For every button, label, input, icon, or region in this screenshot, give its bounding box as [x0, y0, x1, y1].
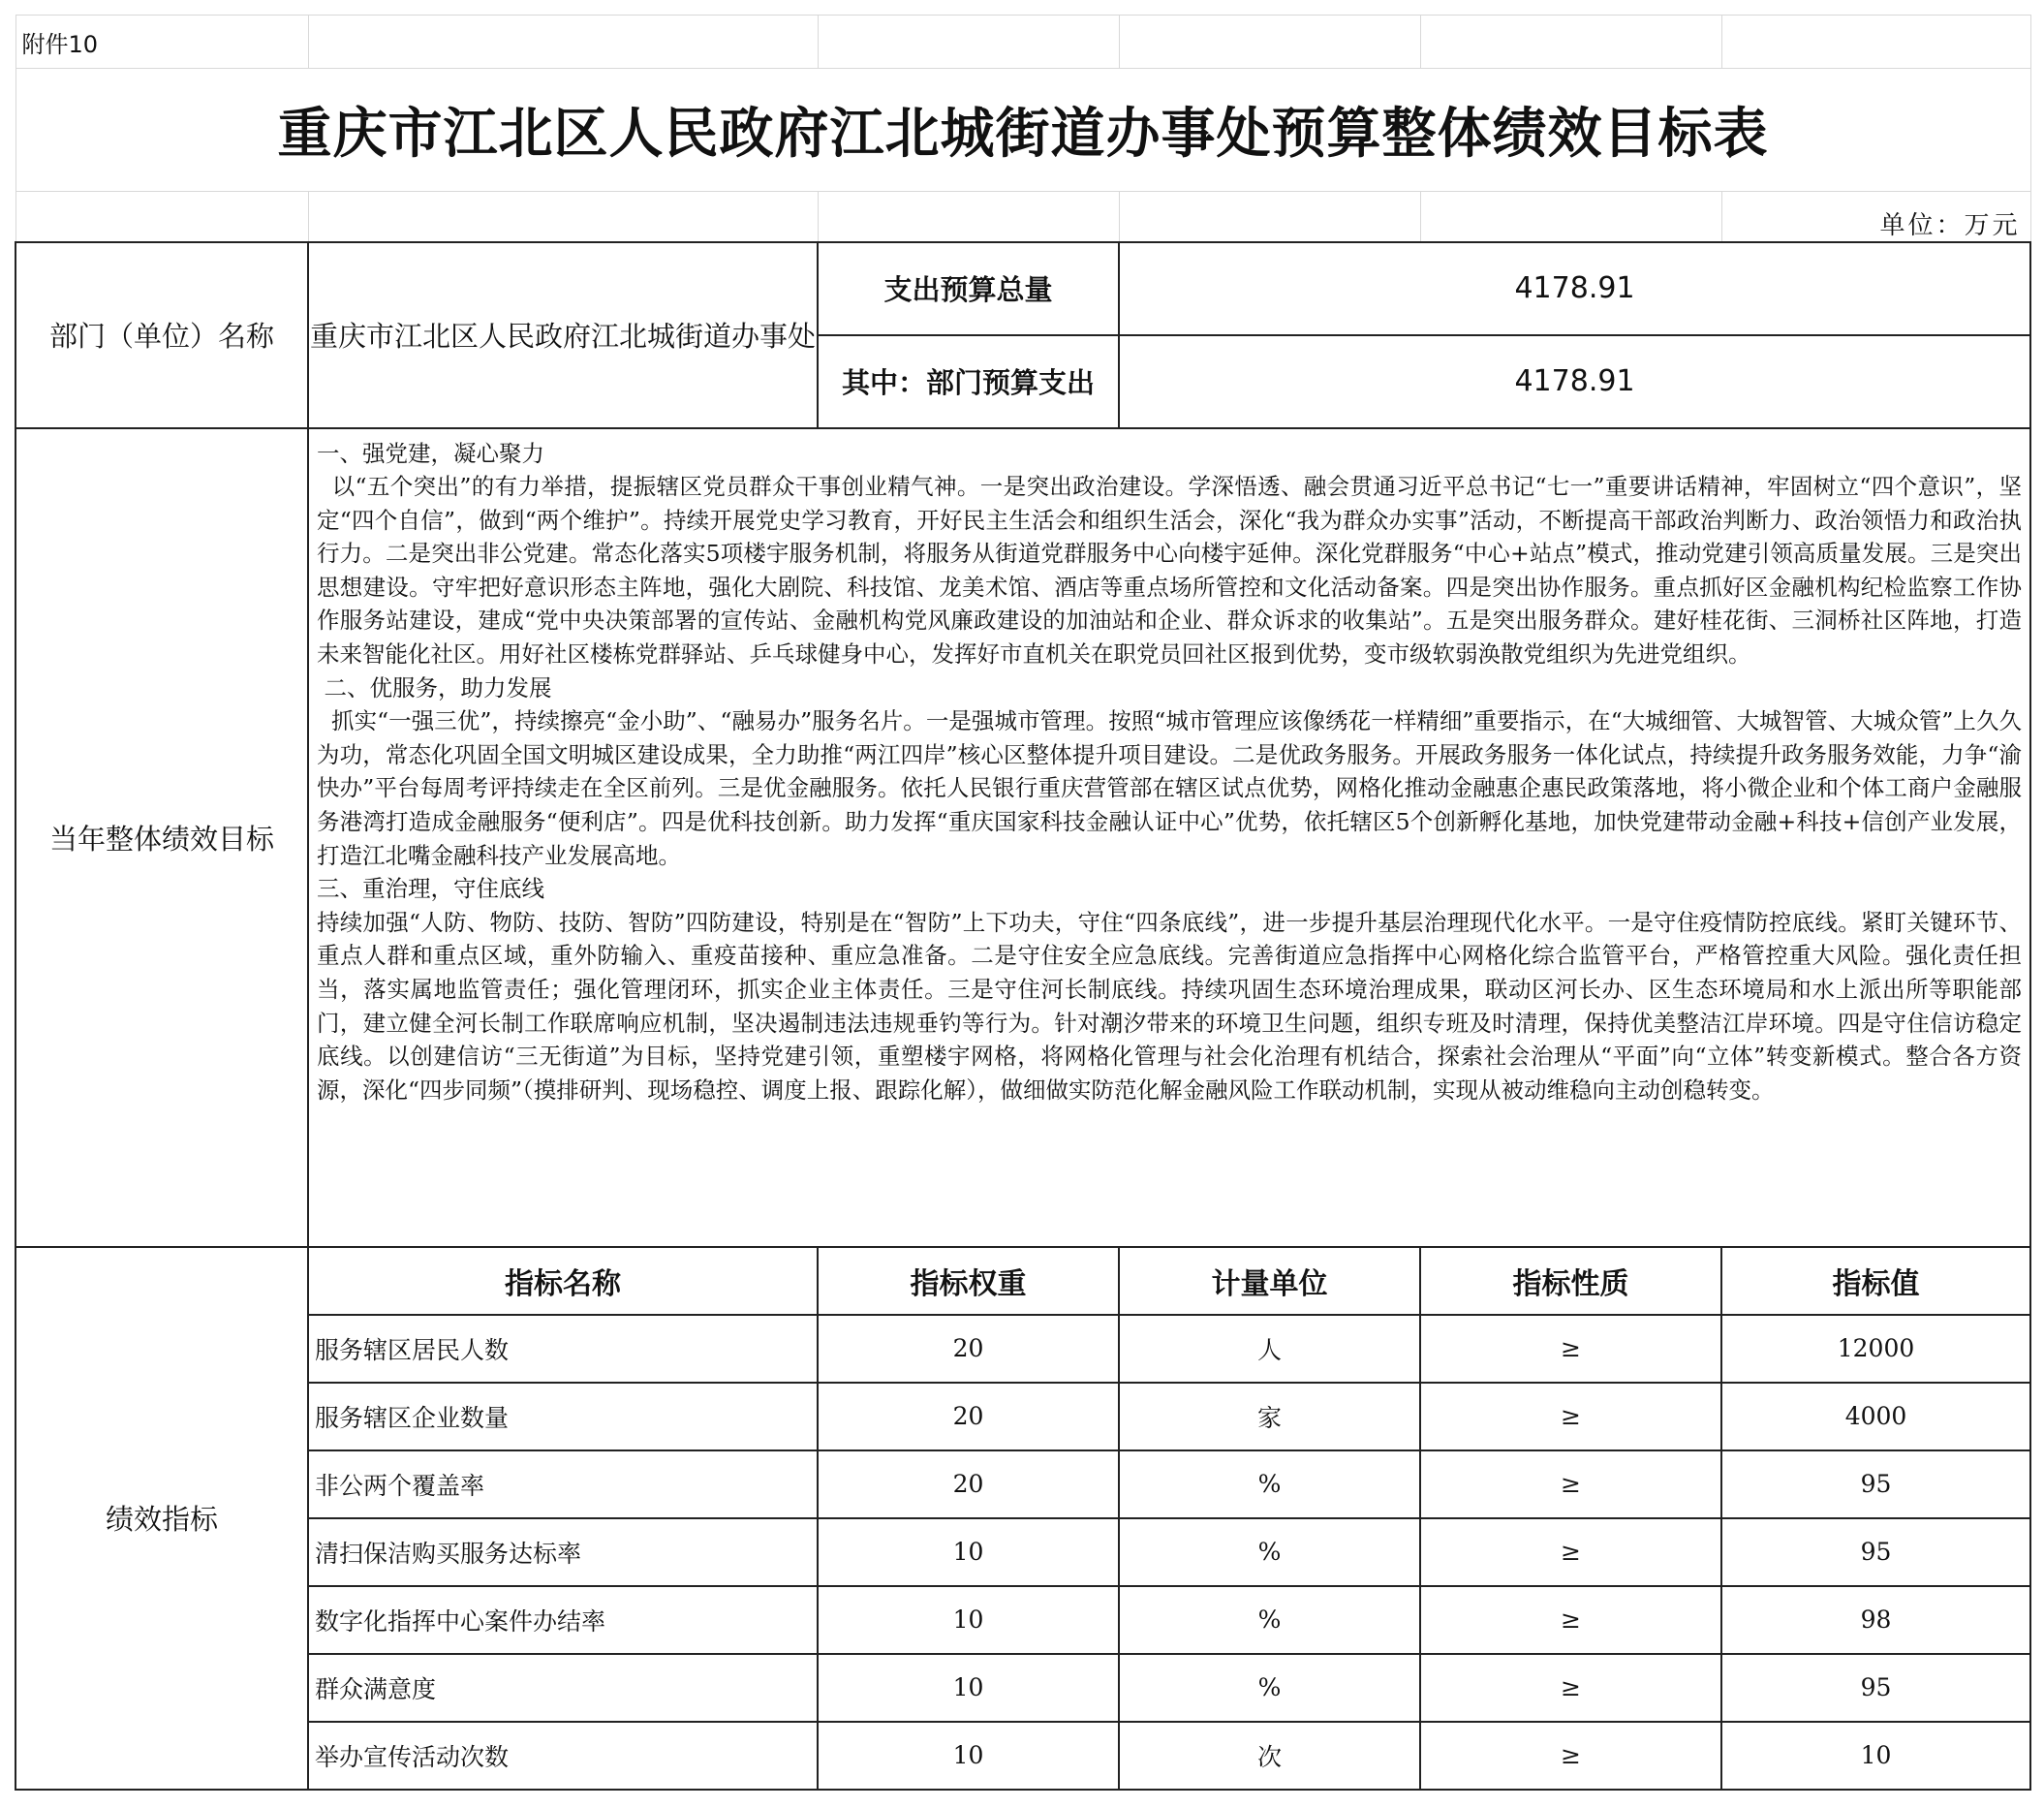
dept-budget-value: 4178.91: [1119, 335, 2030, 428]
department-name: 重庆市江北区人民政府江北城街道办事处: [308, 242, 818, 428]
attachment-row: [15, 16, 2030, 69]
indicator-name: 服务辖区居民人数: [308, 1315, 818, 1383]
indicator-value: 4000: [1721, 1383, 2030, 1450]
goal-heading-2: 二、优服务，助力发展: [317, 673, 552, 701]
goal-paragraph-2: 抓实“一强三优”，持续擦亮“金小助”、“融易办”服务名片。一是强城市管理。按照“城市管理应该像绣花一样精细”重要指示，在“大城细管、大城智管、大城众管”上久久为功，常态化巩固全国文明城区建设成果，全力助推“两江四岸”核心区整体提升项目建设。二是优政务服务。开展政务服务一体化试点，持续提升政务服务效能，力争“渝快办”平台每周考评持续走在全区前列。三是优金融服务。依托人民银行重庆营管部在辖区试点优势，网格化推动金融惠企惠民政策落地，将小微企业和个体工商户金融服务港湾打造成金融服务“便利店”。四是优科技创新。助力发挥“重庆国家科技金融认证中心”优势，依托辖区5个创新孵化基地，加快党建带动金融+科技+信创产业发展，打造江北嘴金融科技产业发展高地。: [317, 707, 2022, 869]
table-row: [15, 1315, 2030, 1383]
indicator-name: 数字化指挥中心案件办结率: [308, 1586, 818, 1654]
indicator-weight: 10: [818, 1722, 1119, 1790]
indicator-value: 10: [1721, 1722, 2030, 1790]
indicator-weight: 10: [818, 1586, 1119, 1654]
indicator-nature: ≥: [1420, 1518, 1721, 1586]
annual-goal-text: [308, 428, 2030, 1247]
goal-heading-3: 三、重治理，守住底线: [317, 875, 544, 903]
column-header: 指标名称: [308, 1247, 818, 1315]
indicator-value: 12000: [1721, 1315, 2030, 1383]
annual-goal-row: [15, 428, 2030, 1247]
indicator-unit: %: [1119, 1518, 1420, 1586]
indicator-name: 非公两个覆盖率: [308, 1450, 818, 1518]
annual-goal-label: 当年整体绩效目标: [15, 428, 308, 1247]
performance-table: [15, 15, 2031, 1791]
indicator-value: 95: [1721, 1654, 2030, 1722]
department-label: 部门（单位）名称: [15, 242, 308, 428]
unit-row: [15, 192, 2030, 242]
indicator-nature: ≥: [1420, 1722, 1721, 1790]
indicator-weight: 10: [818, 1518, 1119, 1586]
indicator-nature: ≥: [1420, 1450, 1721, 1518]
title-row: [15, 69, 2030, 192]
indicator-nature: ≥: [1420, 1315, 1721, 1383]
indicator-unit: 人: [1119, 1315, 1420, 1383]
indicator-weight: 20: [818, 1450, 1119, 1518]
table-row: [15, 1722, 2030, 1790]
table-row: [15, 1518, 2030, 1586]
column-header: 计量单位: [1119, 1247, 1420, 1315]
table-row: [15, 1586, 2030, 1654]
department-row-1: [15, 242, 2030, 335]
unit-label: 单位：万元: [1721, 192, 2030, 242]
indicator-value: 98: [1721, 1586, 2030, 1654]
indicator-unit: %: [1119, 1654, 1420, 1722]
page-title: 重庆市江北区人民政府江北城街道办事处预算整体绩效目标表: [15, 69, 2030, 192]
indicator-name: 群众满意度: [308, 1654, 818, 1722]
column-header: 指标权重: [818, 1247, 1119, 1315]
indicator-unit: %: [1119, 1450, 1420, 1518]
indicator-weight: 20: [818, 1315, 1119, 1383]
indicator-unit: 次: [1119, 1722, 1420, 1790]
indicator-name: 清扫保洁购买服务达标率: [308, 1518, 818, 1586]
indicator-nature: ≥: [1420, 1654, 1721, 1722]
budget-performance-form: [15, 15, 2029, 1792]
attachment-label: 附件10: [15, 16, 308, 69]
goal-paragraph-1: 以“五个突出”的有力举措，提振辖区党员群众干事创业精气神。一是突出政治建设。学深悟透、融会贯通习近平总书记“七一”重要讲话精神，牢固树立“四个意识”，坚定“四个自信”，做到“两个维护”。持续开展党史学习教育，开好民主生活会和组织生活会，深化“我为群众办实事”活动，不断提高干部政治判断力、政治领悟力和政治执行力。二是突出非公党建。常态化落实5项楼宇服务机制，将服务从街道党群服务中心向楼宇延伸。深化党群服务“中心+站点”模式，推动党建引领高质量发展。三是突出思想建设。守牢把好意识形态主阵地，强化大剧院、科技馆、龙美术馆、酒店等重点场所管控和文化活动备案。四是突出协作服务。重点抓好区金融机构纪检监察工作协作服务站建设，建成“党中央决策部署的宣传站、金融机构党风廉政建设的加油站和企业、群众诉求的收集站”。五是突出服务群众。建好桂花街、三洞桥社区阵地，打造未来智能化社区。用好社区楼栋党群驿站、乒乓球健身中心，发挥好市直机关在职党员回社区报到优势，变市级软弱涣散党组织为先进党组织。: [317, 473, 2022, 669]
total-budget-value: 4178.91: [1119, 242, 2030, 335]
indicator-nature: ≥: [1420, 1383, 1721, 1450]
total-budget-label: 支出预算总量: [818, 242, 1119, 335]
indicator-unit: %: [1119, 1586, 1420, 1654]
goal-paragraph-3: 持续加强“人防、物防、技防、智防”四防建设，特别是在“智防”上下功夫，守住“四条底线”，进一步提升基层治理现代化水平。一是守住疫情防控底线。紧盯关键环节、重点人群和重点区域，重外防输入、重疫苗接种、重应急准备。二是守住安全应急底线。完善街道应急指挥中心网格化综合监管平台，严格管控重大风险。强化责任担当，落实属地监管责任；强化管理闭环，抓实企业主体责任。三是守住河长制底线。持续巩固生态环境治理成果，联动区河长办、区生态环境局和水上派出所等职能部门，建立健全河长制工作联席响应机制，坚决遏制违法违规垂钓等行为。针对潮汐带来的环境卫生问题，组织专班及时清理，保持优美整洁江岸环境。四是守住信访稳定底线。以创建信访“三无街道”为目标，坚持党建引领，重塑楼宇网格，将网格化管理与社会化治理有机结合，探索社会治理从“平面”向“立体”转变新模式。整合各方资源，深化“四步同频”（摸排研判、现场稳控、调度上报、跟踪化解），做细做实防范化解金融风险工作联动机制，实现从被动维稳向主动创稳转变。: [317, 908, 2022, 1104]
indicators-label: 绩效指标: [15, 1247, 308, 1790]
indicator-value: 95: [1721, 1518, 2030, 1586]
indicator-weight: 10: [818, 1654, 1119, 1722]
table-row: [15, 1450, 2030, 1518]
table-row: [15, 1383, 2030, 1450]
indicator-name: 服务辖区企业数量: [308, 1383, 818, 1450]
indicator-value: 95: [1721, 1450, 2030, 1518]
indicator-name: 举办宣传活动次数: [308, 1722, 818, 1790]
goal-heading-1: 一、强党建，凝心聚力: [317, 439, 544, 467]
indicator-nature: ≥: [1420, 1586, 1721, 1654]
column-header: 指标值: [1721, 1247, 2030, 1315]
column-header: 指标性质: [1420, 1247, 1721, 1315]
dept-budget-label: 其中：部门预算支出: [818, 335, 1119, 428]
table-row: [15, 1654, 2030, 1722]
indicator-weight: 20: [818, 1383, 1119, 1450]
indicator-unit: 家: [1119, 1383, 1420, 1450]
indicator-header-row: [15, 1247, 2030, 1315]
